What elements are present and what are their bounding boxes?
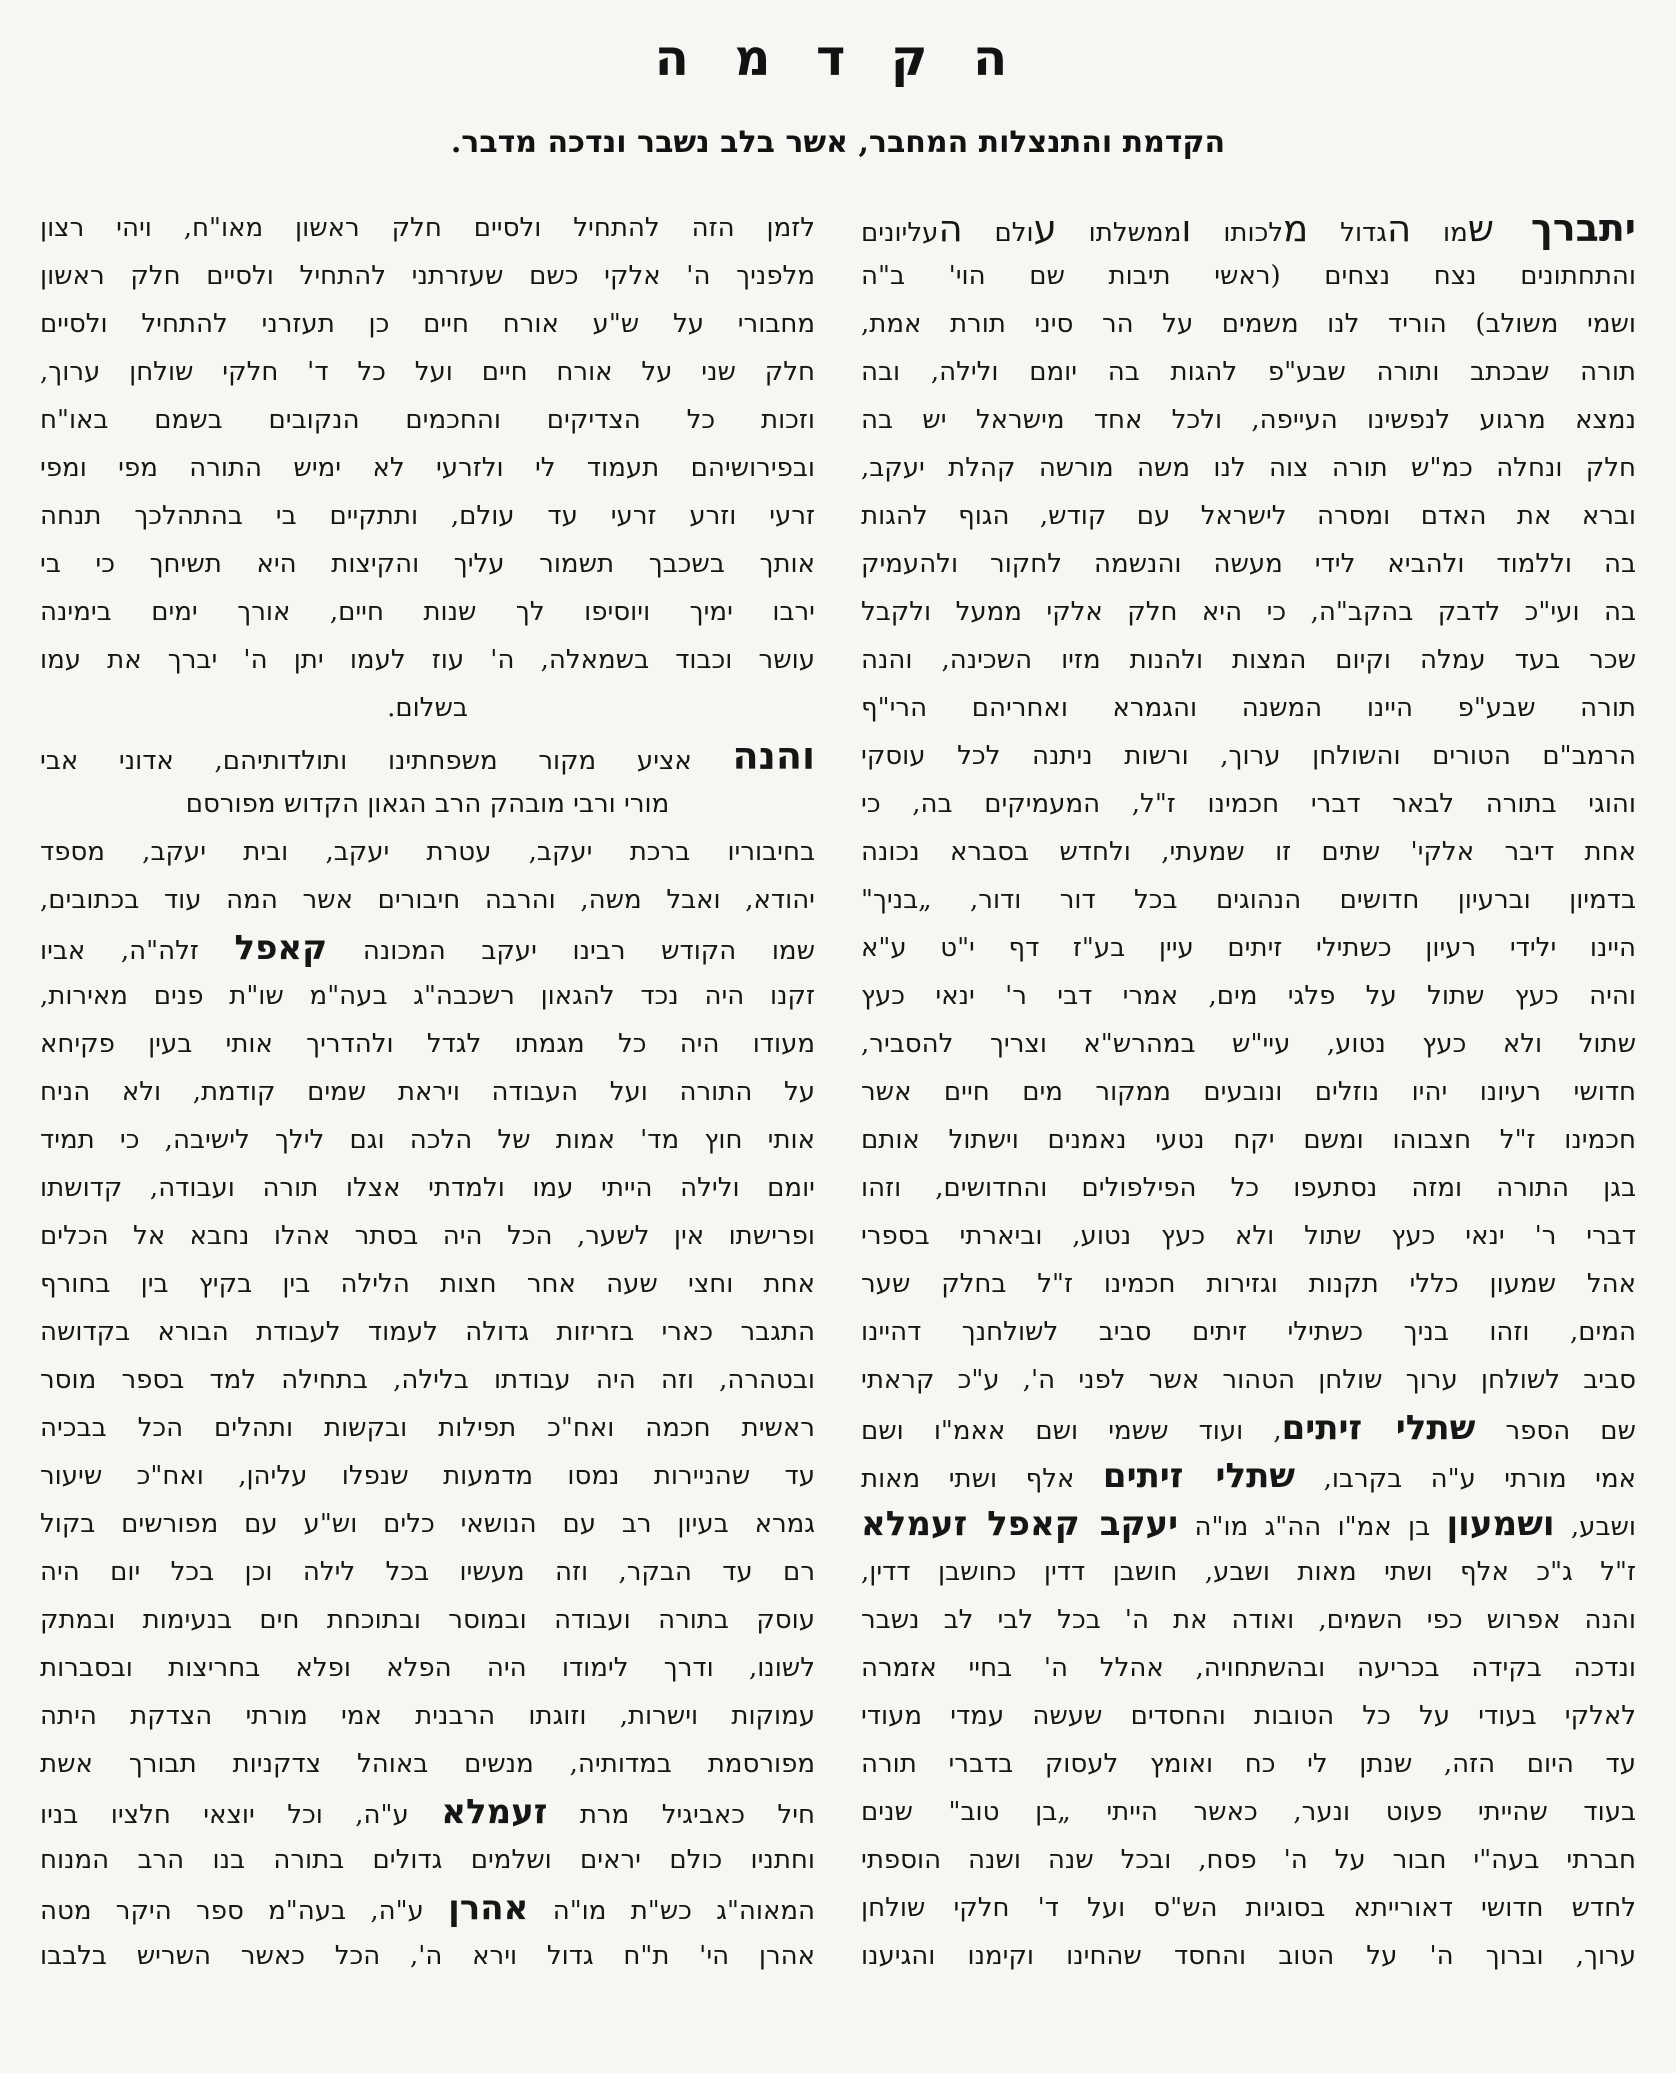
text-segment: זקנו היה נכד להגאון רשכבה"ג בעה"מ שו"ת פנים מאירות,	[40, 981, 815, 1011]
text-line	[861, 1452, 1636, 1500]
text-segment: ושבע,	[1554, 1512, 1636, 1542]
text-segment: בשלום.	[387, 693, 468, 723]
text-line	[40, 1884, 815, 1932]
text-segment: אהל שמעון כללי תקנות וגזירות חכמינו ז"ל בחלק שער	[861, 1269, 1636, 1299]
paragraph	[40, 204, 815, 732]
text-line	[861, 684, 1636, 732]
text-segment: חלק שני על אורח חיים ועל כל ד' חלקי שולחן ערוך,	[40, 357, 815, 387]
text-line	[861, 780, 1636, 828]
text-segment: עליונים	[861, 218, 939, 248]
text-line	[40, 732, 815, 780]
text-segment: מחבורי על ש"ע אורח חיים כן תעזרני להתחיל ולסיים	[40, 309, 815, 339]
text-line	[861, 924, 1636, 972]
text-segment: ש	[1467, 207, 1494, 250]
text-line	[40, 396, 815, 444]
text-segment: אותך בשכבך תשמור עליך והקיצות היא תשיחך כי בי	[40, 549, 815, 579]
text-segment: שכר בעד עמלה וקיום המצות ולהנות מזיו השכינה, והנה	[861, 645, 1636, 675]
text-segment: ז"ל ג"כ אלף ושתי מאות ושבע, חושבן דדין כחושבן דדין,	[861, 1557, 1636, 1587]
text-segment: , ועוד ששמי ושם אאמ"ו ושם	[861, 1416, 1282, 1446]
text-segment: ופרישתו אין לשער, הכל היה בסתר אהלו נחבא אל הכלים	[40, 1221, 815, 1251]
text-segment: דברי ר' ינאי כעץ שתול ולא כעץ נטוע, וביארתי בספרי	[861, 1221, 1636, 1251]
text-segment: והנה אפרוש כפי השמים, ואודה את ה' בכל לבי לב נשבר	[861, 1605, 1636, 1635]
text-line	[861, 636, 1636, 684]
text-line	[40, 1740, 815, 1788]
text-segment: על התורה ועל העבודה ויראת שמים קודמת, ולא הניח	[40, 1077, 815, 1107]
text-segment: זרעי וזרע זרעי עד עולם, ותתקיים בי בהתהלכך תנחה	[40, 501, 815, 531]
text-line	[40, 588, 815, 636]
text-segment: חדושי רעיונו יהיו נוזלים ונובעים ממקור מים חיים אשר	[861, 1077, 1636, 1107]
text-line	[40, 540, 815, 588]
text-line	[861, 972, 1636, 1020]
text-segment: שתלי זיתים	[1102, 1456, 1296, 1496]
page-subtitle: הקדמת והתנצלות המחבר, אשר בלב נשבר ונדכה מדבר.	[450, 125, 1226, 160]
text-segment: בה וללמוד ולהביא לידי מעשה והנשמה לחקור ולהעמיק	[861, 549, 1636, 579]
text-line	[861, 1116, 1636, 1164]
text-segment: בחיבוריו ברכת יעקב, עטרת יעקב, ובית יעקב, מספד	[40, 837, 815, 867]
text-segment: המים, וזהו בניך כשתילי זיתים סביב לשולחנך דהיינו	[861, 1317, 1636, 1347]
text-segment: ערוך, וברוך ה' על הטוב והחסד שהחינו וקימנו והגיענו	[861, 1941, 1636, 1971]
text-segment: היינו ילידי רעיון כשתילי זיתים עיין בע"ז דף י"ט ע"א	[861, 933, 1636, 963]
text-segment: אציע מקור משפחתינו ותולדותיהם, אדוני אבי	[40, 746, 733, 776]
text-segment: חכמינו ז"ל חצבוהו ומשם יקח נטעי נאמנים וישתול אותם	[861, 1125, 1636, 1155]
text-line	[40, 1788, 815, 1836]
text-line	[40, 972, 815, 1020]
text-line	[40, 444, 815, 492]
text-line	[861, 1884, 1636, 1932]
text-line	[40, 1356, 815, 1404]
text-segment: לשונו, ודרך לימודו היה הפלא ופלא בחריצות ובסברות	[40, 1653, 815, 1683]
text-segment: אלף ושתי מאות	[861, 1464, 1103, 1494]
text-segment: וחתניו כולם יראים ושלמים גדולים בתורה בנו הרב המנוח	[40, 1845, 815, 1875]
text-line	[861, 1404, 1636, 1452]
text-line	[40, 492, 815, 540]
text-segment: זלה"ה, אביו	[40, 936, 235, 966]
text-segment: שמו הקודש רבינו יעקב המכונה	[327, 936, 815, 966]
text-line	[861, 204, 1636, 252]
text-segment: גדול	[1308, 218, 1387, 248]
text-segment: והוגי בתורה לבאר דברי חכמינו ז"ל, המעמיקים בה, כי	[861, 789, 1636, 819]
text-line	[40, 1164, 815, 1212]
text-segment: חלק ונחלה כמ"ש תורה צוה לנו משה מורשה קהלת יעקב,	[861, 453, 1636, 483]
text-segment: עושר וכבוד בשמאלה, ה' עוז לעמו יתן ה' יברך את עמו	[40, 645, 815, 675]
text-line	[861, 1740, 1636, 1788]
text-line	[861, 1308, 1636, 1356]
text-segment: התגבר כארי בזריזות גדולה לעמוד לעבודת הבורא בקדושה	[40, 1317, 815, 1347]
text-segment: ירבו ימיך ויוסיפו לך שנות חיים, אורך ימים בימינה	[40, 597, 815, 627]
text-line	[40, 252, 815, 300]
text-segment: לזמן הזה להתחיל ולסיים חלק ראשון מאו"ח, ויהי רצון	[40, 213, 815, 243]
text-segment: אותי חוץ מד' אמות של הלכה וגם לילך לישיבה, כי תמיד	[40, 1125, 815, 1155]
text-line	[861, 348, 1636, 396]
two-column-text-area	[40, 204, 1636, 1980]
text-segment: בעוד שהייתי פעוט ונער, כאשר הייתי „בן טוב" שנים	[861, 1797, 1636, 1827]
text-segment: עד היום הזה, שנתן לי כח ואומץ לעסוק בדברי תורה	[861, 1749, 1636, 1779]
text-segment: בן אמ"ו הה"ג מו"ה	[1178, 1512, 1447, 1542]
text-segment: סביב לשולחן ערוך שולחן הטהור אשר לפני ה', ע"כ קראתי	[861, 1365, 1636, 1395]
text-line	[861, 1260, 1636, 1308]
text-line	[40, 300, 815, 348]
text-segment: ע"ה, וכל יוצאי חלציו בניו	[40, 1800, 442, 1830]
text-segment: חברתי בעה"י חבור על ה' פסח, ובכל שנה ושנה הוספתי	[861, 1845, 1636, 1875]
text-segment: שתול ולא כעץ נטוע, עיי"ש במהרש"א וצריך להסביר,	[861, 1029, 1636, 1059]
text-line	[40, 1116, 815, 1164]
text-line	[861, 876, 1636, 924]
page-title: ה ק ד מ ה	[654, 28, 1022, 87]
text-segment: זעמלא	[441, 1792, 548, 1832]
text-segment: אהרן	[448, 1888, 529, 1928]
text-segment: תורה שבע"פ היינו המשנה והגמרא ואחריהם הרי"ף	[861, 693, 1636, 723]
text-line	[40, 1932, 815, 1980]
text-line	[861, 1692, 1636, 1740]
text-line	[861, 396, 1636, 444]
text-segment: מפורסמת במדותיה, מנשים באוהל צדקניות תבורך אשת	[40, 1749, 815, 1779]
text-segment: ושמעון	[1446, 1504, 1555, 1544]
text-segment: רם עד הבקר, וזה מעשיו בכל לילה וכן בכל יום היה	[40, 1557, 815, 1587]
text-line	[861, 1596, 1636, 1644]
text-segment: בדמיון וברעיון חדושים הנהוגים בכל דור ודור, „בניך"	[861, 885, 1636, 915]
text-segment: חיל כאביגיל מרת	[547, 1800, 815, 1830]
text-line	[40, 1068, 815, 1116]
text-segment: קאפל	[234, 928, 328, 968]
text-line	[861, 588, 1636, 636]
text-line	[861, 1212, 1636, 1260]
text-line	[861, 1932, 1636, 1980]
text-segment: שם הספר	[1475, 1416, 1636, 1446]
text-segment: אחת וחצי שעה אחר חצות הלילה בין בקיץ בין בחורף	[40, 1269, 815, 1299]
text-segment: הרמב"ם הטורים והשולחן ערוך, ורשות ניתנה לכל עוסקי	[861, 741, 1636, 771]
text-segment: עוסק בתורה ועבודה ובמוסר ובתוכחת חים בנעימות ובמתק	[40, 1605, 815, 1635]
text-segment: ו	[1181, 207, 1192, 250]
text-segment: המאוה"ג כש"ת מו"ה	[528, 1896, 815, 1926]
text-line	[861, 1068, 1636, 1116]
text-line	[40, 1548, 815, 1596]
text-line	[861, 300, 1636, 348]
column-right-first	[861, 204, 1636, 1980]
text-segment: מלפניך ה' אלקי כשם שעזרתני להתחיל ולסיים חלק ראשון	[40, 261, 815, 291]
text-segment: וברא את האדם ומסרה לישראל עם קודש, הגוף להגות	[861, 501, 1636, 531]
text-line	[40, 684, 815, 732]
text-line	[40, 204, 815, 252]
text-segment: עמוקות וישרות, וזוגתו הרבנית אמי מורתי הצדקת היתה	[40, 1701, 815, 1731]
text-segment: ראשית חכמה ואח"כ תפילות ובקשות ותהלים הכל בבכיה	[40, 1413, 815, 1443]
text-segment: גמרא בעיון רב עם הנושאי כלים וש"ע עם מפורשים בקול	[40, 1509, 815, 1539]
text-line	[861, 1020, 1636, 1068]
text-segment: ולם	[962, 218, 1034, 248]
text-line	[861, 492, 1636, 540]
text-line	[40, 1596, 815, 1644]
text-line	[40, 1644, 815, 1692]
text-line	[861, 1644, 1636, 1692]
text-segment: מורי ורבי מובהק הרב הגאון הקדוש מפורסם	[185, 789, 670, 819]
text-line	[40, 1212, 815, 1260]
text-segment: ונדכה בקידה בכריעה ובהשתחויה, אהלל ה' בחיי אזמרה	[861, 1653, 1636, 1683]
text-line	[861, 828, 1636, 876]
text-segment: נמצא מרגוע לנפשינו העייפה, ולכל אחד מישראל יש בה	[861, 405, 1636, 435]
text-line	[40, 876, 815, 924]
text-line	[40, 1260, 815, 1308]
text-line	[861, 1356, 1636, 1404]
text-line	[40, 924, 815, 972]
text-segment: לאלקי בעודי על כל הטובות והחסדים שעשה עמדי מעודי	[861, 1701, 1636, 1731]
text-line	[40, 780, 815, 828]
text-segment: והיה כעץ שתול על פלגי מים, אמרי דבי ר' ינאי כעץ	[861, 981, 1636, 1011]
text-line	[861, 252, 1636, 300]
text-segment: וזכות כל הצדיקים והחכמים הנקובים בשמם באו"ח	[40, 405, 815, 435]
text-segment: ובטהרה, וזה היה עבודתו בלילה, בתחילה למד בספר מוסר	[40, 1365, 815, 1395]
text-segment: יהודא, ואבל משה, והרבה חיבורים אשר המה עוד בכתובים,	[40, 885, 815, 915]
paragraph	[40, 732, 815, 1980]
text-line	[861, 732, 1636, 780]
text-segment: ה	[938, 207, 963, 250]
text-line	[40, 1404, 815, 1452]
text-segment: יתברך	[1493, 205, 1636, 250]
text-line	[40, 828, 815, 876]
text-line	[861, 1548, 1636, 1596]
text-segment: ע	[1033, 207, 1057, 250]
column-left-second	[40, 204, 815, 1980]
text-segment: והתחתונים נצח נצחים (ראשי תיבות שם הוי' ב"ה	[861, 261, 1636, 291]
text-segment: עד שהניירות נמסו מדמעות שנפלו עליהן, ואח"כ שיעור	[40, 1461, 815, 1491]
text-line	[40, 1500, 815, 1548]
text-segment: מעודו היה כל מגמתו לגדל ולהדריך אותי בעין פקיחא	[40, 1029, 815, 1059]
text-line	[40, 636, 815, 684]
text-segment: אחת דיבר אלקי' שתים זו שמעתי, ולחדש בסברא נכונה	[861, 837, 1636, 867]
text-line	[40, 1452, 815, 1500]
text-segment: יעקב קאפל זעמלא	[861, 1504, 1179, 1544]
text-line	[40, 348, 815, 396]
text-segment: לחדש חדושי דאורייתא בסוגיות הש"ס ועל ד' חלקי שולחן	[861, 1893, 1636, 1923]
text-segment: שתלי זיתים	[1281, 1408, 1476, 1448]
text-line	[861, 444, 1636, 492]
text-segment: ה	[1386, 207, 1412, 250]
text-segment: לכותו	[1191, 218, 1284, 248]
text-line	[861, 1500, 1636, 1548]
text-segment: בה ועי"כ לדבק בהקב"ה, כי היא חלק אלקי ממעל ולקבל	[861, 597, 1636, 627]
text-segment: ע"ה, בעה"מ ספר היקר מטה	[40, 1896, 449, 1926]
text-line	[861, 540, 1636, 588]
text-segment: תורה שבכתב ותורה שבע"פ להגות בה יומם ולילה, ובה	[861, 357, 1636, 387]
text-segment: ובפירושיהם תעמוד לי ולזרעי לא ימיש התורה מפי ומפי	[40, 453, 815, 483]
text-line	[40, 1692, 815, 1740]
text-line	[861, 1164, 1636, 1212]
text-segment: אמי מורתי ע"ה בקרבו,	[1295, 1464, 1636, 1494]
text-segment: ממשלתו	[1056, 218, 1182, 248]
text-line	[40, 1836, 815, 1884]
text-segment: אהרן הי' ת"ח גדול וירא ה', הכל כאשר השריש בלבבו	[40, 1941, 815, 1971]
text-line	[40, 1308, 815, 1356]
text-segment: ושמי משולב) הוריד לנו משמים על הר סיני תורת אמת,	[861, 309, 1636, 339]
text-line	[861, 1836, 1636, 1884]
text-segment: מ	[1283, 207, 1309, 250]
text-line	[861, 1788, 1636, 1836]
text-segment: מו	[1411, 218, 1468, 248]
text-segment: יומם ולילה הייתי עמו ולמדתי אצלו תורה ועבודה, קדושתו	[40, 1173, 815, 1203]
text-segment: והנה	[732, 733, 815, 778]
paragraph	[861, 204, 1636, 1980]
text-line	[40, 1020, 815, 1068]
text-segment: בגן התורה ומזה נסתעפו כל הפילפולים והחדושים, וזהו	[861, 1173, 1636, 1203]
